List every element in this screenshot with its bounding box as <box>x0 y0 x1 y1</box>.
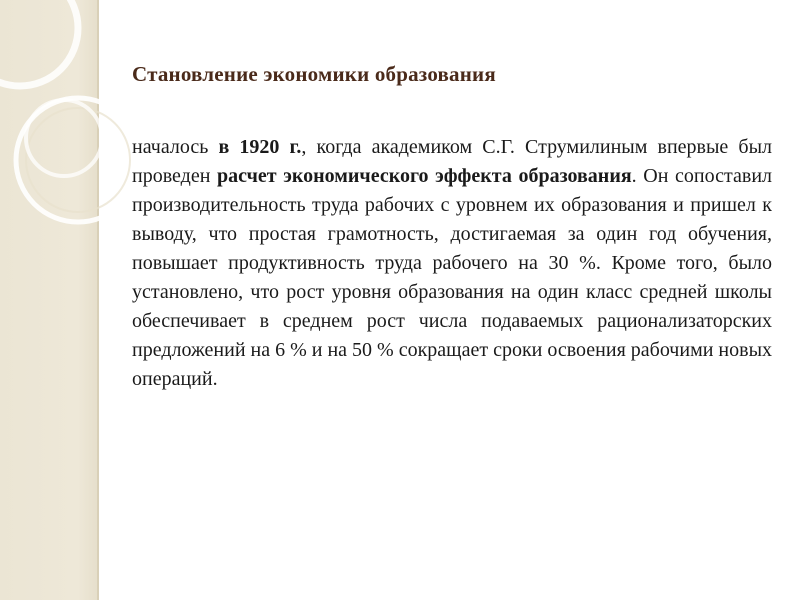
body-text-segment: , когда академиком С.Г. Струмилиным впервые был проведен <box>132 136 772 187</box>
body-bold-year: в 1920 г. <box>218 136 302 158</box>
body-bold-term: расчет экономического эффекта образования <box>217 165 632 187</box>
slide-body <box>132 133 772 394</box>
body-text-segment: . Он сопоставил производительность труда рабочих с уровнем их образования и пришел к выводу, что простая грамотность, достигаемая за один год обучения, повышает продуктивность труда рабочего на 30 %. Кроме того, было установлено, что рост уровня образования на один класс средней школы обеспечивает в среднем рост числа подаваемых рационализаторских предложений на 6 % и на 50 % сокращает сроки освоения рабочими новых операций. <box>132 165 773 390</box>
body-text-segment: началось <box>132 136 219 158</box>
slide-title: Становление экономики образования <box>132 62 496 86</box>
